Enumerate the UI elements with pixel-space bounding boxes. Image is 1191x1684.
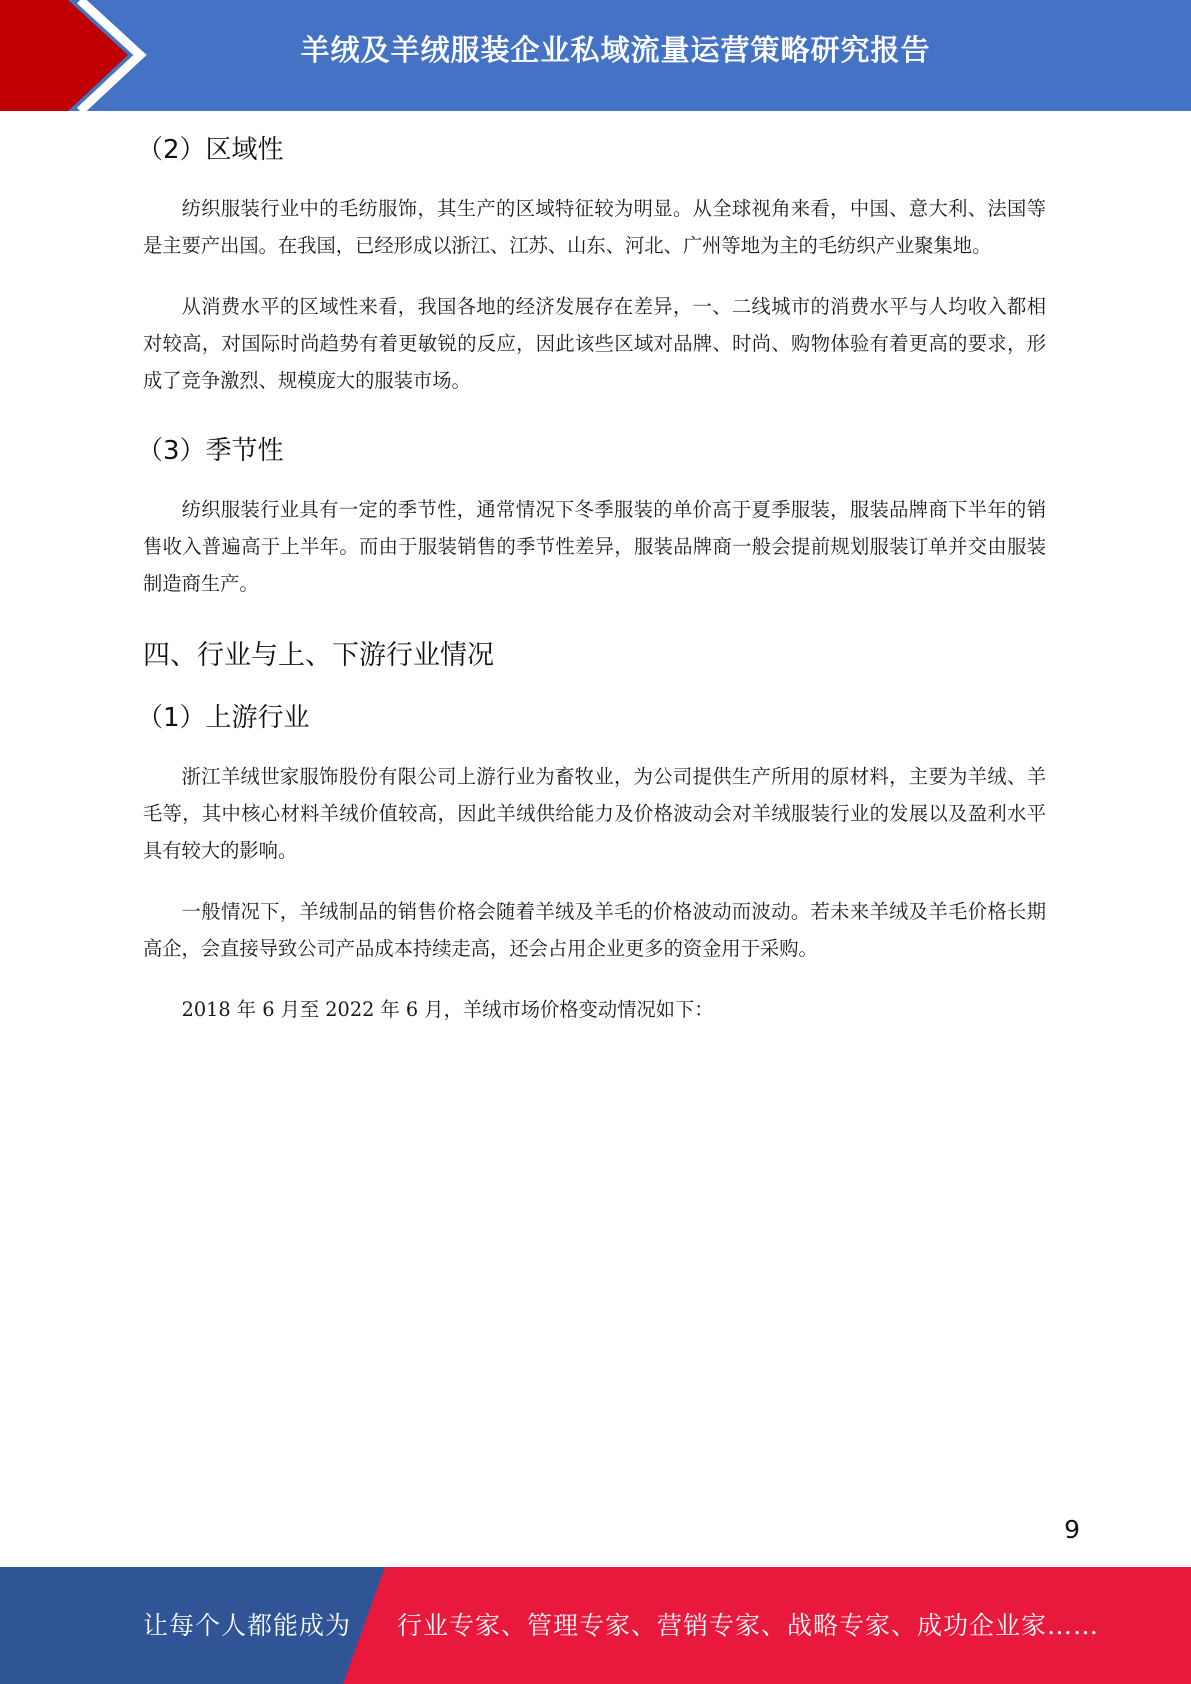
document-body bbox=[137, 122, 1046, 1052]
page-header bbox=[0, 0, 1191, 111]
paragraph: 2018 年 6 月至 2022 年 6 月，羊绒市场价格变动情况如下： bbox=[181, 998, 714, 1021]
report-title: 羊绒及羊绒服装企业私域流量运营策略研究报告 bbox=[300, 33, 931, 67]
paragraph: 纺织服装行业中的毛纺服饰，其生产的区域特征较为明显。从全球视角来看，中国、意大利、法国等是主要产出国。在我国，已经形成以浙江、江苏、山东、河北、广州等地为主的毛纺织产业聚集地。 bbox=[143, 197, 1046, 257]
subheading-upstream: （1）上游行业 bbox=[137, 703, 310, 733]
page-number: 9 bbox=[1064, 1515, 1080, 1544]
footer-slogan-left: 让每个人都能成为 bbox=[143, 1611, 352, 1640]
paragraph: 纺织服装行业具有一定的季节性，通常情况下冬季服装的单价高于夏季服装，服装品牌商下半年的销售收入普遍高于上半年。而由于服装销售的季节性差异，服装品牌商一般会提前规划服装订单并交由服装制造商生产。 bbox=[143, 498, 1046, 595]
subheading-seasonal: （3）季节性 bbox=[137, 436, 284, 466]
paragraph: 浙江羊绒世家服饰股份有限公司上游行业为畜牧业，为公司提供生产所用的原材料，主要为羊绒、羊毛等，其中核心材料羊绒价值较高，因此羊绒供给能力及价格波动会对羊绒服装行业的发展以及盈利水平具有较大的影响。 bbox=[143, 765, 1046, 862]
page-footer bbox=[0, 1567, 1191, 1684]
subheading-regional: （2）区域性 bbox=[137, 135, 284, 165]
footer-slogan-right: 行业专家、管理专家、营销专家、战略专家、成功企业家…… bbox=[397, 1611, 1100, 1640]
paragraph: 从消费水平的区域性来看，我国各地的经济发展存在差异，一、二线城市的消费水平与人均收入都相对较高，对国际时尚趋势有着更敏锐的反应，因此该些区域对品牌、时尚、购物体验有着更高的要求，形成了竞争激烈、规模庞大的服装市场。 bbox=[143, 295, 1046, 392]
paragraph: 一般情况下，羊绒制品的销售价格会随着羊绒及羊毛的价格波动而波动。若未来羊绒及羊毛价格长期高企，会直接导致公司产品成本持续走高，还会占用企业更多的资金用于采购。 bbox=[143, 900, 1046, 960]
section-heading-industry-chain: 四、行业与上、下游行业情况 bbox=[143, 640, 494, 671]
